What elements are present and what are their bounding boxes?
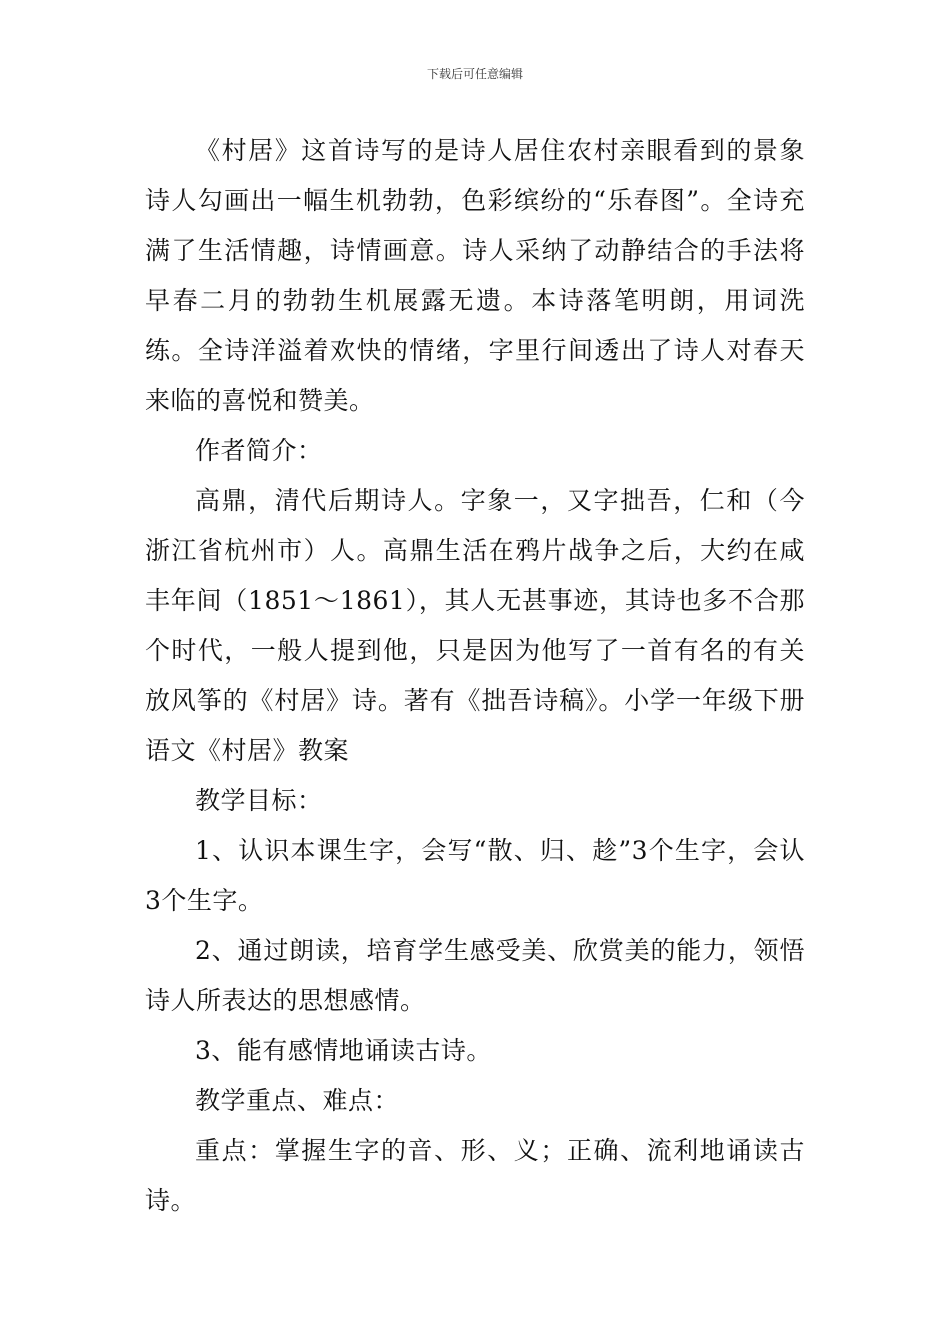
goal-item-2: 2、通过朗读，培育学生感受美、欣赏美的能力，领悟诗人所表达的思想感情。: [145, 936, 805, 1015]
goal-item-1: 1、认识本课生字，会写“散、归、趁”3个生字，会认3个生字。: [145, 836, 805, 915]
paragraph-intro: 《村居》这首诗写的是诗人居住农村亲眼看到的景象诗人勾画出一幅生机勃勃，色彩缤纷的“乐春图”。全诗充满了生活情趣，诗情画意。诗人采纳了动静结合的手法将早春二月的勃勃生机展露无遗。本诗落笔明朗，用词洗练。全诗洋溢着欢快的情绪，字里行间透出了诗人对春天来临的喜悦和赞美。: [145, 136, 805, 415]
heading-teaching-goals: 教学目标：: [195, 786, 323, 815]
heading-author-intro: 作者简介：: [195, 436, 323, 465]
goal-item-3: 3、能有感情地诵读古诗。: [195, 1036, 492, 1065]
paragraph-author: 高鼎，清代后期诗人。字象一，又字拙吾，仁和（今浙江省杭州市）人。高鼎生活在鸦片战争之后，大约在咸丰年间（1851～1861），其人无甚事迹，其诗也多不合那个时代，一般人提到他，只是因为他写了一首有名的有关放风筝的《村居》诗。著有《拙吾诗稿》。小学一年级下册语文《村居》教案: [145, 486, 805, 765]
document-body: [145, 126, 805, 1226]
heading-key-points: 教学重点、难点：: [195, 1086, 400, 1115]
header-note: 下载后可任意编辑: [426, 67, 523, 81]
paragraph-key-points: 重点：掌握生字的音、形、义；正确、流利地诵读古诗。: [145, 1136, 805, 1215]
